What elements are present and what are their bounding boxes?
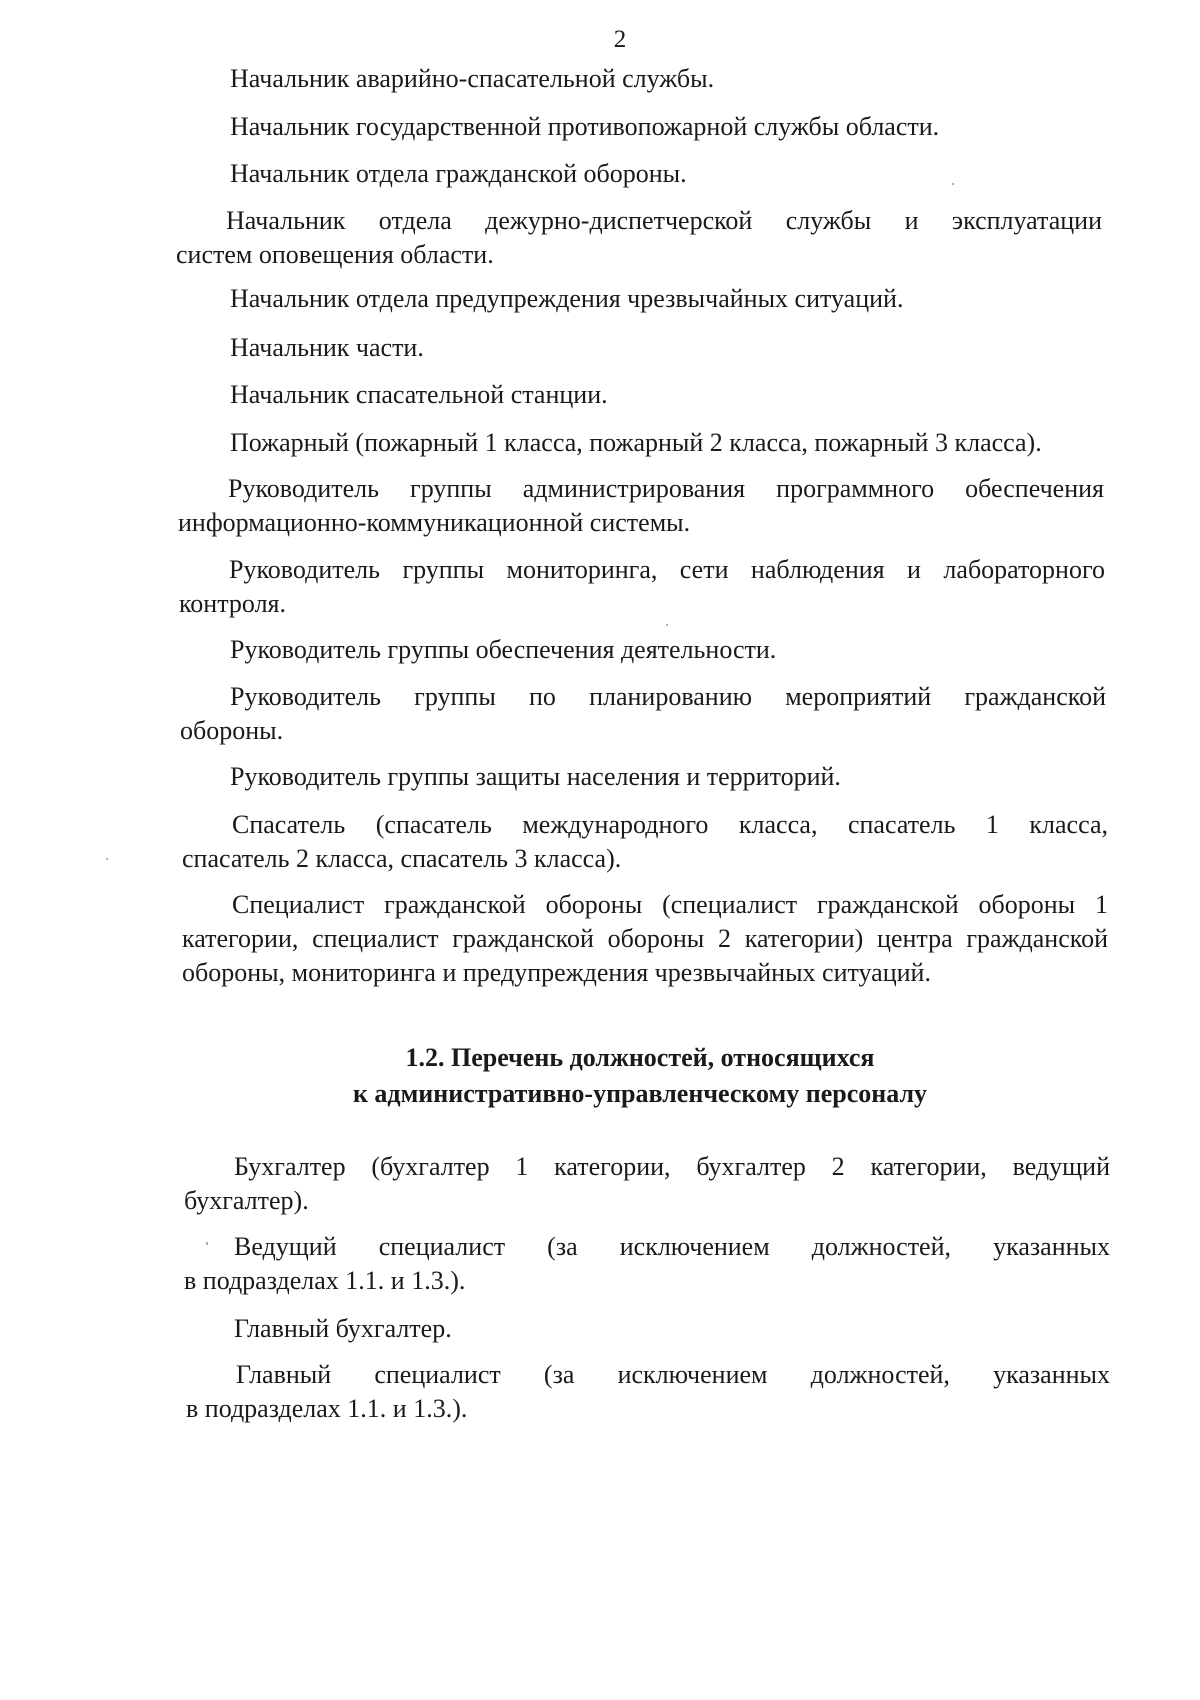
list-item	[180, 331, 1100, 365]
list-item	[182, 888, 1108, 990]
list-item	[180, 680, 1106, 748]
list-item-continuation: информационно-коммуникационной системы.	[178, 508, 691, 537]
list-item-text: Бухгалтер (бухгалтер 1 категории, бухгалтер 2 категории, ведущий	[234, 1152, 1110, 1181]
list-item	[186, 1358, 1110, 1426]
list-item	[180, 110, 1100, 144]
list-item	[182, 808, 1108, 876]
list-item	[176, 204, 1102, 272]
list-item-text: Руководитель группы администрирования программного обеспечения	[228, 474, 1104, 503]
list-item-continuation: в подразделах 1.1. и 1.3.).	[186, 1394, 468, 1423]
list-item	[180, 282, 1100, 316]
list-item-continuation: контроля.	[179, 589, 286, 618]
list-item-continuation: категории, специалист гражданской обороны 2 категории) центра гражданской обороны, мониторинга и предупреждения чрезвычайных ситуаций.	[182, 924, 1108, 987]
list-item-text: Главный бухгалтер.	[234, 1314, 452, 1343]
list-item-text: Начальник отдела предупреждения чрезвычайных ситуаций.	[230, 284, 904, 313]
list-item-text: Специалист гражданской обороны (специалист гражданской обороны 1	[232, 890, 1108, 919]
list-item-text: Спасатель (спасатель международного класса, спасатель 1 класса,	[232, 810, 1108, 839]
list-item-continuation: обороны.	[180, 716, 284, 745]
list-item-text: Начальник государственной противопожарной службы области.	[230, 112, 940, 141]
section-heading-line: 1.2. Перечень должностей, относящихся	[405, 1043, 875, 1072]
section-heading-line: к административно-управленческому персоналу	[352, 1079, 928, 1108]
list-item	[180, 760, 1100, 794]
list-item-continuation: в подразделах 1.1. и 1.3.).	[184, 1266, 466, 1295]
list-item-text: Начальник части.	[230, 333, 424, 362]
list-item-text: Начальник отдела дежурно-диспетчерской службы и эксплуатации	[226, 206, 1102, 235]
list-item-text: Главный специалист (за исключением должностей, указанных	[236, 1360, 1110, 1389]
list-item	[184, 1230, 1110, 1298]
list-item-text: Начальник отдела гражданской обороны.	[230, 159, 687, 188]
scan-speck	[666, 624, 668, 626]
list-item-continuation: спасатель 2 класса, спасатель 3 класса).	[182, 844, 622, 873]
list-item	[184, 1150, 1110, 1218]
list-item-text: Руководитель группы мониторинга, сети наблюдения и лабораторного	[229, 555, 1105, 584]
list-item-continuation: бухгалтер).	[184, 1186, 309, 1215]
list-item	[178, 472, 1104, 540]
page-number: 2	[613, 26, 627, 53]
list-item-text: Ведущий специалист (за исключением должностей, указанных	[234, 1232, 1110, 1261]
list-item-text: Руководитель группы обеспечения деятельности.	[230, 635, 777, 664]
list-item	[180, 426, 1120, 460]
list-item-continuation: систем оповещения области.	[176, 240, 494, 269]
list-item-text: Руководитель группы защиты населения и территорий.	[230, 762, 841, 791]
list-item	[179, 553, 1105, 621]
list-item-text: Начальник аварийно-спасательной службы.	[230, 64, 715, 93]
list-item-text: Пожарный (пожарный 1 класса, пожарный 2 класса, пожарный 3 класса).	[230, 428, 1042, 457]
list-item	[180, 62, 1100, 96]
section-heading	[180, 1040, 1100, 1112]
list-item	[180, 378, 1100, 412]
scan-speck	[952, 183, 954, 185]
list-item-text: Руководитель группы по планированию мероприятий гражданской	[230, 682, 1106, 711]
scan-speck	[106, 858, 108, 860]
list-item	[184, 1312, 1104, 1346]
list-item	[180, 633, 1100, 667]
list-item	[180, 157, 1100, 191]
list-item-text: Начальник спасательной станции.	[230, 380, 608, 409]
scan-speck	[206, 1242, 208, 1245]
